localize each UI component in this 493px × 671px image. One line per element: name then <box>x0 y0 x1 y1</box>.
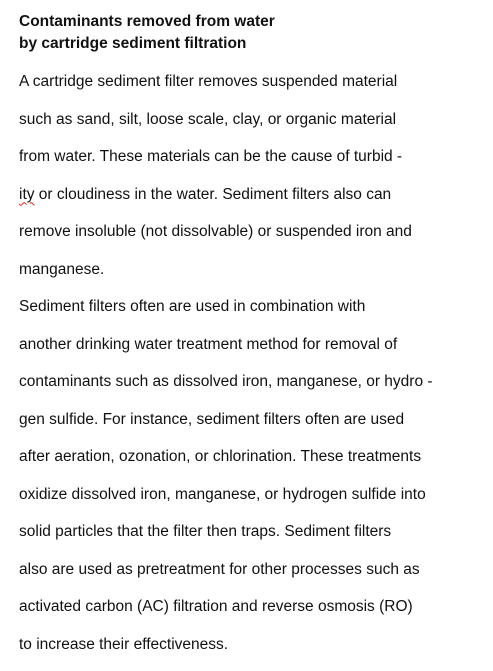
body-line: to increase their effectiveness. <box>19 634 487 671</box>
body-line: gen sulfide. For instance, sediment filters often are used <box>19 409 487 447</box>
body-line: remove insoluble (not dissolvable) or suspended iron and <box>19 221 487 259</box>
body-line: also are used as pretreatment for other processes such as <box>19 559 487 597</box>
body-line: such as sand, silt, loose scale, clay, or organic material <box>19 109 487 147</box>
body-line: contaminants such as dissolved iron, manganese, or hydro - <box>19 371 487 409</box>
body-line: solid particles that the filter then traps. Sediment filters <box>19 521 487 559</box>
body-line: from water. These materials can be the cause of turbid - <box>19 146 487 184</box>
document-page <box>19 11 487 671</box>
body-line: oxidize dissolved iron, manganese, or hydrogen sulfide into <box>19 484 487 522</box>
body-line: activated carbon (AC) filtration and reverse osmosis (RO) <box>19 596 487 634</box>
document-body <box>19 71 487 671</box>
misspelled-word[interactable]: ity <box>19 186 35 203</box>
title-line-2: by cartridge sediment filtration <box>19 33 487 55</box>
body-line-spellcheck <box>19 184 487 222</box>
body-line: A cartridge sediment filter removes suspended material <box>19 71 487 109</box>
title-line-1: Contaminants removed from water <box>19 11 487 33</box>
body-line-rest: or cloudiness in the water. Sediment filters also can <box>35 186 392 203</box>
document-title <box>19 11 487 55</box>
body-line: manganese. <box>19 259 487 297</box>
body-line: another drinking water treatment method for removal of <box>19 334 487 372</box>
body-line: Sediment filters often are used in combination with <box>19 296 487 334</box>
body-line: after aeration, ozonation, or chlorination. These treatments <box>19 446 487 484</box>
